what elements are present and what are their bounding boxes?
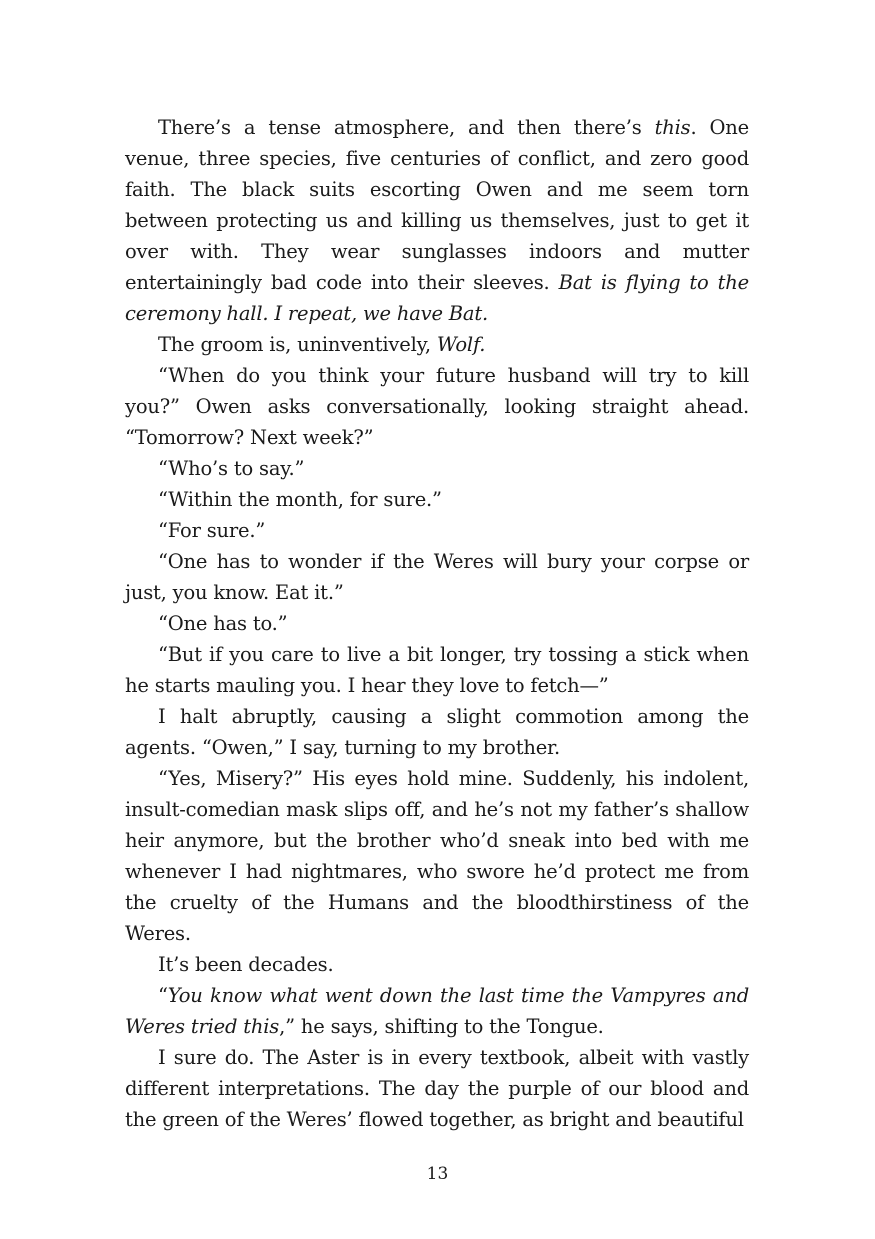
- body-text: [125, 112, 749, 1135]
- paragraph: [125, 453, 749, 484]
- text-run: I sure do. The Aster is in every textbook, albeit with vastly different interpretations. The day the purple of our blood and the green of the Weres’ flowed together, as bright and beautiful: [125, 1046, 749, 1131]
- text-run: “Who’s to say.”: [158, 457, 305, 480]
- text-run: The groom is, uninventively,: [158, 333, 437, 356]
- paragraph: [125, 546, 749, 608]
- text-run: “But if you care to live a bit longer, try tossing a stick when he starts mauling you. I hear they love to fetch—”: [125, 643, 749, 697]
- text-run: “One has to.”: [158, 612, 288, 635]
- text-run: “For sure.”: [158, 519, 266, 542]
- page-number: 13: [426, 1164, 449, 1184]
- text-run: “Yes, Misery?” His eyes hold mine. Suddenly, his indolent, insult-comedian mask slips off, and he’s not my father’s shallow heir anymore, but the brother who’d sneak into bed with me whenever I had nightmares, who swore he’d protect me from the cruelty of the Humans and the bloodthirstiness of the Weres.: [125, 767, 749, 945]
- paragraph: [125, 763, 749, 949]
- italic-text: this: [654, 116, 691, 139]
- paragraph: [125, 360, 749, 453]
- paragraph: [125, 639, 749, 701]
- paragraph: [125, 701, 749, 763]
- paragraph: [125, 980, 749, 1042]
- text-run: “: [158, 984, 168, 1007]
- italic-text: You know what went down the last time the Vampyres and Weres tried this: [125, 984, 749, 1038]
- paragraph: [125, 1042, 749, 1135]
- text-run: “Within the month, for sure.”: [158, 488, 442, 511]
- paragraph: [125, 329, 749, 360]
- paragraph: [125, 112, 749, 329]
- text-run: ,” he says, shifting to the Tongue.: [279, 1015, 604, 1038]
- text-run: There’s a tense atmosphere, and then there’s: [158, 116, 655, 139]
- paragraph: [125, 608, 749, 639]
- text-run: “One has to wonder if the Weres will bury your corpse or just, you know. Eat it.”: [125, 550, 749, 604]
- italic-text: Bat is flying to the ceremony hall. I repeat, we have Bat.: [125, 271, 749, 325]
- paragraph: [125, 484, 749, 515]
- text-run: I halt abruptly, causing a slight commotion among the agents. “Owen,” I say, turning to my brother.: [125, 705, 749, 759]
- text-run: . One venue, three species, five centuries of conflict, and zero good faith. The black suits escorting Owen and me seem torn between protecting us and killing us themselves, just to get it over with. They wear sunglasses indoors and mutter entertainingly bad code into their sleeves.: [125, 116, 749, 294]
- paragraph: [125, 515, 749, 546]
- italic-text: Wolf.: [436, 333, 486, 356]
- text-run: It’s been decades.: [158, 953, 334, 976]
- paragraph: [125, 949, 749, 980]
- text-run: “When do you think your future husband will try to kill you?” Owen asks conversationally, looking straight ahead. “Tomorrow? Next week?”: [125, 364, 749, 449]
